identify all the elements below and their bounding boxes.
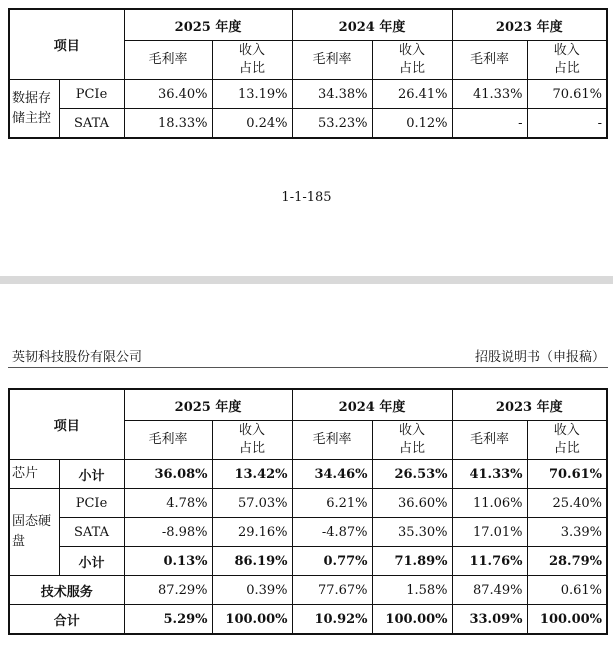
table-cell: 41.33% <box>452 460 527 489</box>
table-cell: -8.98% <box>124 518 212 547</box>
row-label: PCIe <box>59 80 124 109</box>
year-header-2024: 2024 年度 <box>292 9 452 41</box>
table-cell: 11.76% <box>452 547 527 576</box>
table-cell: - <box>452 109 527 139</box>
table-cell: 1.58% <box>372 576 452 605</box>
row-label: 小计 <box>59 547 124 576</box>
table-cell: 0.77% <box>292 547 372 576</box>
table-cell: 0.24% <box>212 109 292 139</box>
table-cell: 100.00% <box>527 605 607 635</box>
table-cell: 29.16% <box>212 518 292 547</box>
table-cell: 57.03% <box>212 489 292 518</box>
table-cell: 70.61% <box>527 460 607 489</box>
year-header-2023: 2023 年度 <box>452 389 607 421</box>
share-header: 收入 占比 <box>372 421 452 460</box>
table-cell: 11.06% <box>452 489 527 518</box>
table-cell: 10.92% <box>292 605 372 635</box>
gross-margin-table-bottom <box>8 388 608 635</box>
table-cell: 100.00% <box>212 605 292 635</box>
category-chip: 芯片 <box>9 460 59 489</box>
category-ssd: 固态硬盘 <box>9 489 59 576</box>
table-cell: 25.40% <box>527 489 607 518</box>
table-cell: 4.78% <box>124 489 212 518</box>
share-header: 收入 占比 <box>212 41 292 80</box>
company-name: 英韧科技股份有限公司 <box>12 350 143 365</box>
year-header-2024: 2024 年度 <box>292 389 452 421</box>
table-cell: 33.09% <box>452 605 527 635</box>
margin-header: 毛利率 <box>452 421 527 460</box>
table-cell: 26.53% <box>372 460 452 489</box>
row-label: SATA <box>59 518 124 547</box>
share-header: 收入 占比 <box>212 421 292 460</box>
table-cell: 36.40% <box>124 80 212 109</box>
table-cell: 0.12% <box>372 109 452 139</box>
table-cell: 26.41% <box>372 80 452 109</box>
header-divider <box>8 367 608 368</box>
table-cell: 0.61% <box>527 576 607 605</box>
year-header-2025: 2025 年度 <box>124 389 292 421</box>
table-cell: 41.33% <box>452 80 527 109</box>
table-cell: 53.23% <box>292 109 372 139</box>
page-number: 1-1-185 <box>281 190 332 205</box>
table-cell: 6.21% <box>292 489 372 518</box>
category-storage-controller: 数据存储主控 <box>9 80 59 139</box>
table-cell: 36.60% <box>372 489 452 518</box>
page-break <box>0 276 613 284</box>
share-header: 收入 占比 <box>527 41 607 80</box>
table-cell: 13.19% <box>212 80 292 109</box>
row-label: PCIe <box>59 489 124 518</box>
table-cell: 0.13% <box>124 547 212 576</box>
table-cell: 86.19% <box>212 547 292 576</box>
document-title: 招股说明书（申报稿） <box>474 350 605 365</box>
table-cell: 13.42% <box>212 460 292 489</box>
table-cell: 34.46% <box>292 460 372 489</box>
margin-header: 毛利率 <box>292 421 372 460</box>
table-cell: 0.39% <box>212 576 292 605</box>
table-cell: 18.33% <box>124 109 212 139</box>
table-cell: 100.00% <box>372 605 452 635</box>
margin-header: 毛利率 <box>124 421 212 460</box>
year-header-2025: 2025 年度 <box>124 9 292 41</box>
table-cell: 34.38% <box>292 80 372 109</box>
row-label: SATA <box>59 109 124 139</box>
margin-header: 毛利率 <box>452 41 527 80</box>
margin-header: 毛利率 <box>124 41 212 80</box>
share-header: 收入 占比 <box>527 421 607 460</box>
year-header-2023: 2023 年度 <box>452 9 607 41</box>
table-cell: 3.39% <box>527 518 607 547</box>
table-cell: 36.08% <box>124 460 212 489</box>
table-cell: -4.87% <box>292 518 372 547</box>
table-cell: 28.79% <box>527 547 607 576</box>
table-cell: 77.67% <box>292 576 372 605</box>
table-cell: 87.49% <box>452 576 527 605</box>
row-label: 小计 <box>59 460 124 489</box>
item-header: 项目 <box>9 9 124 80</box>
table-cell: 87.29% <box>124 576 212 605</box>
table-cell: 35.30% <box>372 518 452 547</box>
table-cell: 71.89% <box>372 547 452 576</box>
margin-header: 毛利率 <box>292 41 372 80</box>
table-cell: 17.01% <box>452 518 527 547</box>
item-header: 项目 <box>9 389 124 460</box>
row-label: 合计 <box>9 605 124 635</box>
table-cell: 70.61% <box>527 80 607 109</box>
gross-margin-table-top <box>8 8 608 139</box>
table-cell: 5.29% <box>124 605 212 635</box>
table-cell: - <box>527 109 607 139</box>
row-label: 技术服务 <box>9 576 124 605</box>
share-header: 收入 占比 <box>372 41 452 80</box>
